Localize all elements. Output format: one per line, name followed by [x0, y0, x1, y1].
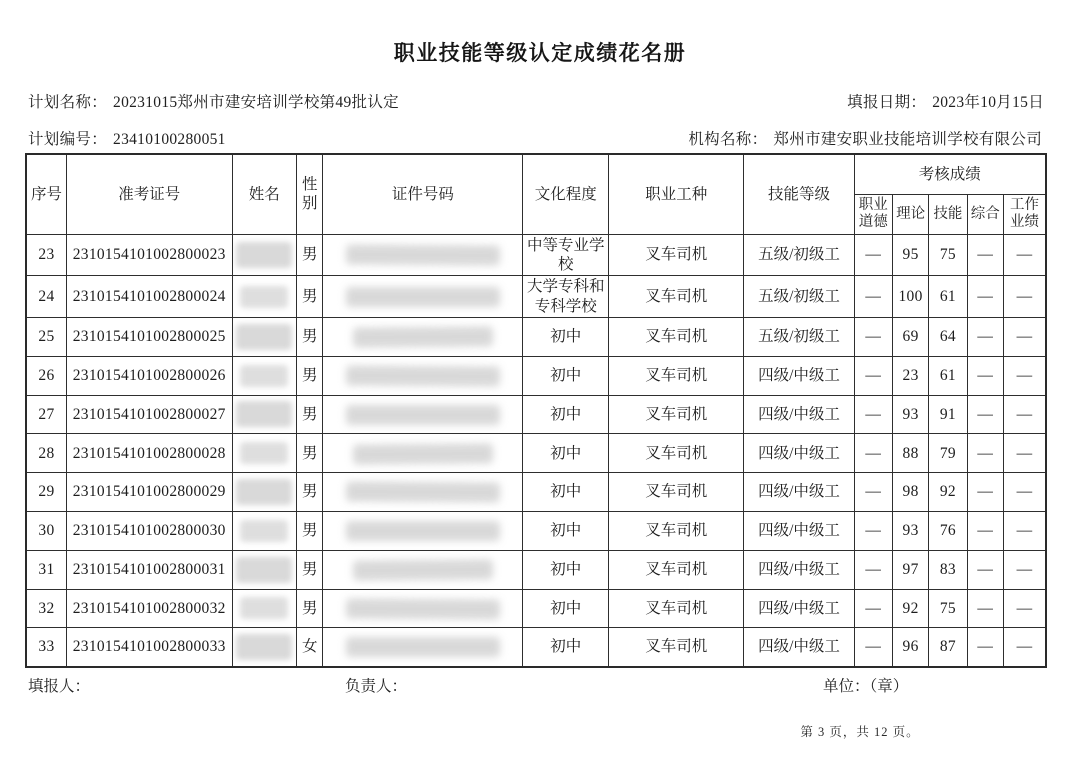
cell-score-skill: 83 [929, 550, 967, 589]
cell-exam-no: 2310154101002800029 [66, 473, 232, 512]
cell-id-no [323, 473, 523, 512]
cell-gender: 男 [297, 434, 323, 473]
col-header-name: 姓名 [232, 154, 297, 234]
cell-score-theory: 93 [892, 511, 928, 550]
col-header-work: 工作业绩 [1003, 194, 1046, 234]
cell-score-skill: 75 [929, 589, 967, 628]
cell-exam-no: 2310154101002800033 [66, 628, 232, 667]
cell-score-comprehensive: — [967, 395, 1003, 434]
report-date-label: 填报日期： [847, 94, 927, 111]
score-roster-table [25, 153, 1047, 668]
cell-id-no [323, 356, 523, 395]
cell-score-theory: 96 [892, 628, 928, 667]
plan-name-line [28, 90, 399, 112]
cell-skill-level: 四级/中级工 [744, 589, 854, 628]
cell-id-no [323, 395, 523, 434]
cell-id-no [323, 511, 523, 550]
cell-skill-level: 五级/初级工 [744, 276, 854, 318]
redacted-name-blur [240, 286, 288, 308]
redacted-id-number-blur [346, 245, 500, 266]
cell-score-theory: 93 [892, 395, 928, 434]
table-row [26, 550, 1046, 589]
col-header-morality: 职业道德 [854, 194, 892, 234]
cell-score-work: — [1003, 434, 1046, 473]
cell-name [232, 589, 297, 628]
cell-education: 中等专业学校 [523, 234, 609, 276]
cell-name [232, 234, 297, 276]
cell-id-no [323, 276, 523, 318]
cell-exam-no: 2310154101002800025 [66, 318, 232, 357]
cell-seq: 24 [26, 276, 66, 318]
table-row [26, 395, 1046, 434]
manager-signature-label: 负责人： [345, 678, 408, 695]
cell-seq: 33 [26, 628, 66, 667]
cell-score-skill: 61 [929, 356, 967, 395]
cell-name [232, 318, 297, 357]
table-row [26, 356, 1046, 395]
cell-exam-no: 2310154101002800023 [66, 234, 232, 276]
table-row [26, 234, 1046, 276]
cell-score-morality: — [854, 395, 892, 434]
cell-score-skill: 75 [929, 234, 967, 276]
cell-education: 初中 [523, 473, 609, 512]
table-row [26, 628, 1046, 667]
cell-score-theory: 100 [892, 276, 928, 318]
cell-seq: 32 [26, 589, 66, 628]
cell-gender: 男 [297, 589, 323, 628]
cell-name [232, 395, 297, 434]
col-header-theory: 理论 [892, 194, 928, 234]
cell-education: 初中 [523, 356, 609, 395]
plan-no-value: 23410100280051 [113, 131, 226, 148]
cell-score-skill: 79 [929, 434, 967, 473]
cell-score-work: — [1003, 589, 1046, 628]
cell-skill-level: 四级/中级工 [744, 473, 854, 512]
table-row [26, 276, 1046, 318]
cell-score-comprehensive: — [967, 628, 1003, 667]
cell-skill-level: 四级/中级工 [744, 511, 854, 550]
cell-gender: 男 [297, 511, 323, 550]
redacted-id-number-blur [346, 637, 500, 657]
cell-score-comprehensive: — [967, 473, 1003, 512]
cell-score-skill: 64 [929, 318, 967, 357]
page-title: 职业技能等级认定成绩花名册 [393, 41, 687, 65]
cell-gender: 男 [297, 234, 323, 276]
cell-score-morality: — [854, 550, 892, 589]
cell-score-work: — [1003, 395, 1046, 434]
cell-seq: 27 [26, 395, 66, 434]
redacted-name-blur [236, 479, 292, 505]
cell-score-morality: — [854, 434, 892, 473]
redacted-name-blur [240, 442, 288, 464]
cell-score-work: — [1003, 511, 1046, 550]
report-date-value: 2023年10月15日 [932, 94, 1044, 111]
cell-occupation: 叉车司机 [609, 589, 744, 628]
col-header-skill-level: 技能等级 [744, 154, 854, 234]
redacted-name-blur [240, 597, 288, 619]
cell-exam-no: 2310154101002800030 [66, 511, 232, 550]
cell-score-theory: 98 [892, 473, 928, 512]
cell-score-morality: — [854, 356, 892, 395]
redacted-id-number-blur [353, 326, 493, 347]
table-row [26, 589, 1046, 628]
cell-skill-level: 五级/初级工 [744, 318, 854, 357]
cell-score-morality: — [854, 589, 892, 628]
cell-education: 初中 [523, 550, 609, 589]
col-header-exam-no: 准考证号 [66, 154, 232, 234]
cell-score-morality: — [854, 628, 892, 667]
cell-score-comprehensive: — [967, 589, 1003, 628]
cell-name [232, 276, 297, 318]
col-header-gender: 性别 [297, 154, 323, 234]
cell-score-skill: 87 [929, 628, 967, 667]
cell-score-comprehensive: — [967, 511, 1003, 550]
cell-exam-no: 2310154101002800031 [66, 550, 232, 589]
filler-signature-label: 填报人： [28, 678, 91, 695]
cell-id-no [323, 234, 523, 276]
cell-score-comprehensive: — [967, 356, 1003, 395]
table-header [26, 154, 1046, 234]
col-header-id-no: 证件号码 [323, 154, 523, 234]
cell-score-work: — [1003, 473, 1046, 512]
cell-score-comprehensive: — [967, 318, 1003, 357]
cell-name [232, 511, 297, 550]
cell-exam-no: 2310154101002800024 [66, 276, 232, 318]
org-name-label: 机构名称： [688, 131, 768, 148]
cell-occupation: 叉车司机 [609, 628, 744, 667]
cell-exam-no: 2310154101002800027 [66, 395, 232, 434]
col-header-skill: 技能 [929, 194, 967, 234]
cell-gender: 女 [297, 628, 323, 667]
cell-score-comprehensive: — [967, 550, 1003, 589]
report-date-line [847, 90, 1044, 112]
cell-score-work: — [1003, 276, 1046, 318]
cell-education: 大学专科和专科学校 [523, 276, 609, 318]
plan-no-label: 计划编号： [28, 131, 108, 148]
redacted-id-number-blur [346, 598, 500, 619]
org-name-value: 郑州市建安职业技能培训学校有限公司 [773, 131, 1042, 148]
cell-occupation: 叉车司机 [609, 473, 744, 512]
cell-gender: 男 [297, 473, 323, 512]
page-number-info: 第 3 页，共 12 页。 [800, 725, 920, 739]
cell-score-comprehensive: — [967, 234, 1003, 276]
cell-score-work: — [1003, 628, 1046, 667]
redacted-id-number-blur [346, 521, 500, 541]
cell-score-morality: — [854, 276, 892, 318]
col-header-comprehensive: 综合 [967, 194, 1003, 234]
redacted-name-blur [240, 365, 288, 387]
redacted-name-blur [236, 557, 292, 583]
cell-skill-level: 五级/初级工 [744, 234, 854, 276]
cell-id-no [323, 550, 523, 589]
cell-id-no [323, 434, 523, 473]
org-name-line [688, 127, 1042, 149]
col-header-seq: 序号 [26, 154, 66, 234]
cell-seq: 31 [26, 550, 66, 589]
col-header-education: 文化程度 [523, 154, 609, 234]
cell-id-no [323, 628, 523, 667]
cell-score-comprehensive: — [967, 276, 1003, 318]
cell-score-theory: 23 [892, 356, 928, 395]
cell-education: 初中 [523, 318, 609, 357]
cell-occupation: 叉车司机 [609, 511, 744, 550]
cell-id-no [323, 589, 523, 628]
unit-seal-label: 单位：（章） [823, 678, 909, 695]
redacted-id-number-blur [346, 405, 500, 425]
redacted-name-blur [236, 324, 292, 350]
cell-seq: 30 [26, 511, 66, 550]
cell-score-theory: 97 [892, 550, 928, 589]
cell-skill-level: 四级/中级工 [744, 550, 854, 589]
cell-name [232, 628, 297, 667]
cell-score-morality: — [854, 234, 892, 276]
cell-seq: 28 [26, 434, 66, 473]
redacted-name-blur [236, 401, 292, 427]
col-header-occupation: 职业工种 [609, 154, 744, 234]
cell-occupation: 叉车司机 [609, 318, 744, 357]
cell-name [232, 434, 297, 473]
cell-education: 初中 [523, 395, 609, 434]
cell-score-morality: — [854, 511, 892, 550]
cell-id-no [323, 318, 523, 357]
cell-education: 初中 [523, 434, 609, 473]
plan-name-value: 20231015郑州市建安培训学校第49批认定 [113, 94, 399, 111]
redacted-id-number-blur [346, 482, 500, 503]
cell-seq: 23 [26, 234, 66, 276]
cell-gender: 男 [297, 276, 323, 318]
cell-score-work: — [1003, 318, 1046, 357]
cell-gender: 男 [297, 395, 323, 434]
cell-score-theory: 69 [892, 318, 928, 357]
cell-occupation: 叉车司机 [609, 356, 744, 395]
cell-seq: 29 [26, 473, 66, 512]
cell-score-work: — [1003, 234, 1046, 276]
cell-score-morality: — [854, 473, 892, 512]
cell-education: 初中 [523, 511, 609, 550]
plan-name-label: 计划名称： [28, 94, 108, 111]
cell-education: 初中 [523, 628, 609, 667]
cell-score-skill: 76 [929, 511, 967, 550]
cell-skill-level: 四级/中级工 [744, 434, 854, 473]
redacted-name-blur [236, 634, 292, 660]
cell-occupation: 叉车司机 [609, 395, 744, 434]
cell-occupation: 叉车司机 [609, 434, 744, 473]
cell-occupation: 叉车司机 [609, 276, 744, 318]
cell-score-theory: 88 [892, 434, 928, 473]
cell-score-morality: — [854, 318, 892, 357]
cell-seq: 26 [26, 356, 66, 395]
cell-score-comprehensive: — [967, 434, 1003, 473]
col-header-score-group: 考核成绩 [854, 154, 1046, 194]
cell-score-theory: 92 [892, 589, 928, 628]
redacted-id-number-blur [346, 287, 500, 307]
cell-seq: 25 [26, 318, 66, 357]
cell-occupation: 叉车司机 [609, 234, 744, 276]
cell-exam-no: 2310154101002800026 [66, 356, 232, 395]
redacted-id-number-blur [346, 365, 500, 386]
cell-gender: 男 [297, 356, 323, 395]
redacted-name-blur [236, 242, 292, 268]
cell-score-skill: 92 [929, 473, 967, 512]
cell-name [232, 473, 297, 512]
redacted-name-blur [240, 520, 288, 542]
cell-skill-level: 四级/中级工 [744, 356, 854, 395]
cell-score-theory: 95 [892, 234, 928, 276]
cell-occupation: 叉车司机 [609, 550, 744, 589]
cell-score-skill: 61 [929, 276, 967, 318]
cell-name [232, 550, 297, 589]
cell-gender: 男 [297, 550, 323, 589]
table-row [26, 434, 1046, 473]
table-body [26, 234, 1046, 667]
cell-skill-level: 四级/中级工 [744, 395, 854, 434]
cell-score-work: — [1003, 550, 1046, 589]
redacted-id-number-blur [353, 559, 493, 580]
table-row [26, 318, 1046, 357]
cell-exam-no: 2310154101002800032 [66, 589, 232, 628]
cell-score-work: — [1003, 356, 1046, 395]
cell-exam-no: 2310154101002800028 [66, 434, 232, 473]
redacted-id-number-blur [353, 443, 493, 464]
plan-no-line [28, 127, 226, 149]
cell-education: 初中 [523, 589, 609, 628]
table-row [26, 511, 1046, 550]
cell-score-skill: 91 [929, 395, 967, 434]
cell-skill-level: 四级/中级工 [744, 628, 854, 667]
cell-gender: 男 [297, 318, 323, 357]
table-row [26, 473, 1046, 512]
cell-name [232, 356, 297, 395]
